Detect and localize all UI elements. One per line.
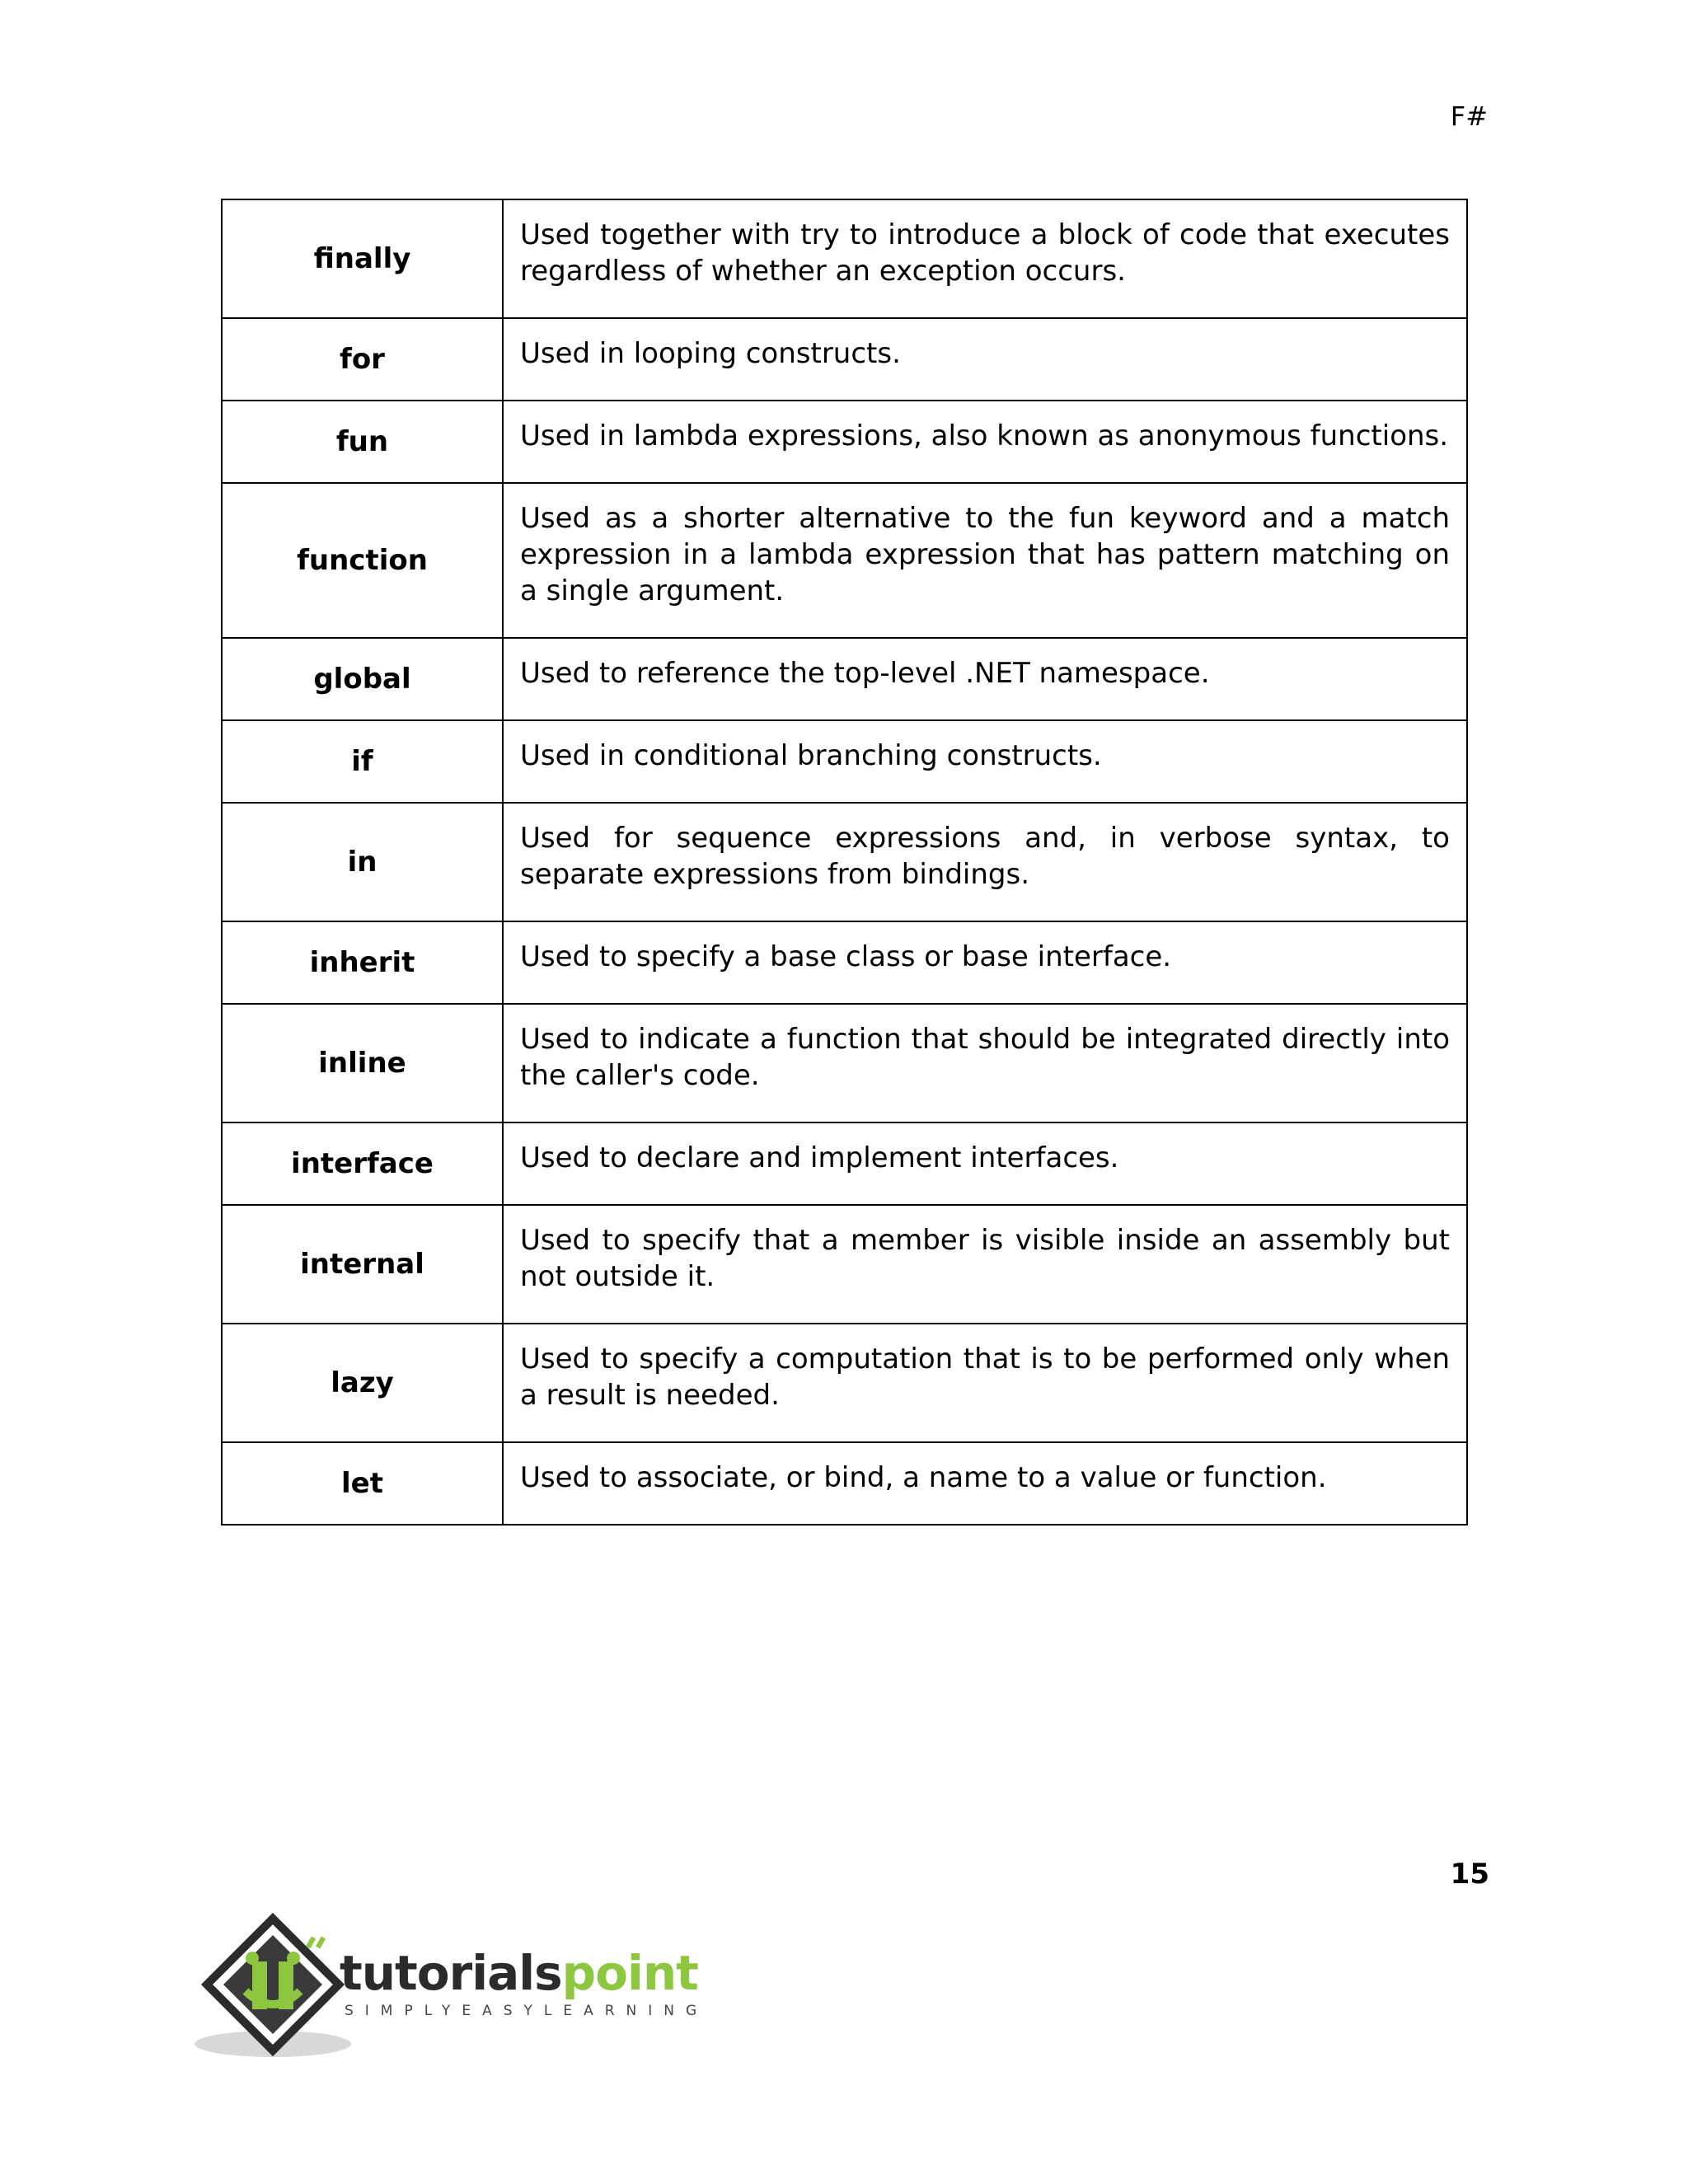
table-row (222, 401, 1467, 483)
keyword-cell: function (222, 483, 503, 638)
description-cell: Used to declare and implement interfaces. (503, 1122, 1467, 1205)
table-row (222, 803, 1467, 921)
keyword-cell: finally (222, 199, 503, 318)
page-header-title: F# (1450, 101, 1488, 132)
keyword-table (221, 199, 1468, 1526)
description-cell: Used to indicate a function that should be integrated directly into the caller's code. (503, 1004, 1467, 1122)
table-row (222, 1442, 1467, 1525)
description-cell: Used together with try to introduce a block of code that executes regardless of whether an exception occurs. (503, 199, 1467, 318)
logo-word-green: point (561, 1945, 698, 2001)
keyword-cell: internal (222, 1205, 503, 1324)
description-cell: Used for sequence expressions and, in verbose syntax, to separate expressions from bindings. (503, 803, 1467, 921)
table-row (222, 1122, 1467, 1205)
keyword-cell: in (222, 803, 503, 921)
keyword-cell: lazy (222, 1324, 503, 1442)
keyword-cell: inherit (222, 921, 503, 1004)
logo-wordmark (340, 1947, 698, 1999)
page-number: 15 (1450, 1858, 1489, 1891)
table-row (222, 1004, 1467, 1122)
description-cell: Used to specify a base class or base interface. (503, 921, 1467, 1004)
keyword-cell: if (222, 720, 503, 803)
keyword-cell: fun (222, 401, 503, 483)
keyword-cell: interface (222, 1122, 503, 1205)
table-row (222, 318, 1467, 401)
table-row (222, 1324, 1467, 1442)
description-cell: Used to reference the top-level .NET namespace. (503, 638, 1467, 720)
table-row (222, 720, 1467, 803)
logo-tagline: SIMPLYEASYLEARNING (345, 2003, 709, 2019)
description-cell: Used in conditional branching constructs. (503, 720, 1467, 803)
table-row (222, 921, 1467, 1004)
keyword-cell: for (222, 318, 503, 401)
description-cell: Used to specify a computation that is to be performed only when a result is needed. (503, 1324, 1467, 1442)
logo-word-dark: tutorials (340, 1945, 562, 2001)
description-cell: Used in lambda expressions, also known as anonymous functions. (503, 401, 1467, 483)
keyword-cell: global (222, 638, 503, 720)
table-row (222, 1205, 1467, 1324)
tutorialspoint-logo (195, 1912, 709, 2060)
table-row (222, 483, 1467, 638)
keyword-cell: let (222, 1442, 503, 1525)
description-cell: Used to specify that a member is visible inside an assembly but not outside it. (503, 1205, 1467, 1324)
table-row (222, 199, 1467, 318)
keyword-cell: inline (222, 1004, 503, 1122)
description-cell: Used to associate, or bind, a name to a value or function. (503, 1442, 1467, 1525)
description-cell: Used in looping constructs. (503, 318, 1467, 401)
description-cell: Used as a shorter alternative to the fun keyword and a match expression in a lambda expression that has pattern matching on a single argument. (503, 483, 1467, 638)
table-row (222, 638, 1467, 720)
